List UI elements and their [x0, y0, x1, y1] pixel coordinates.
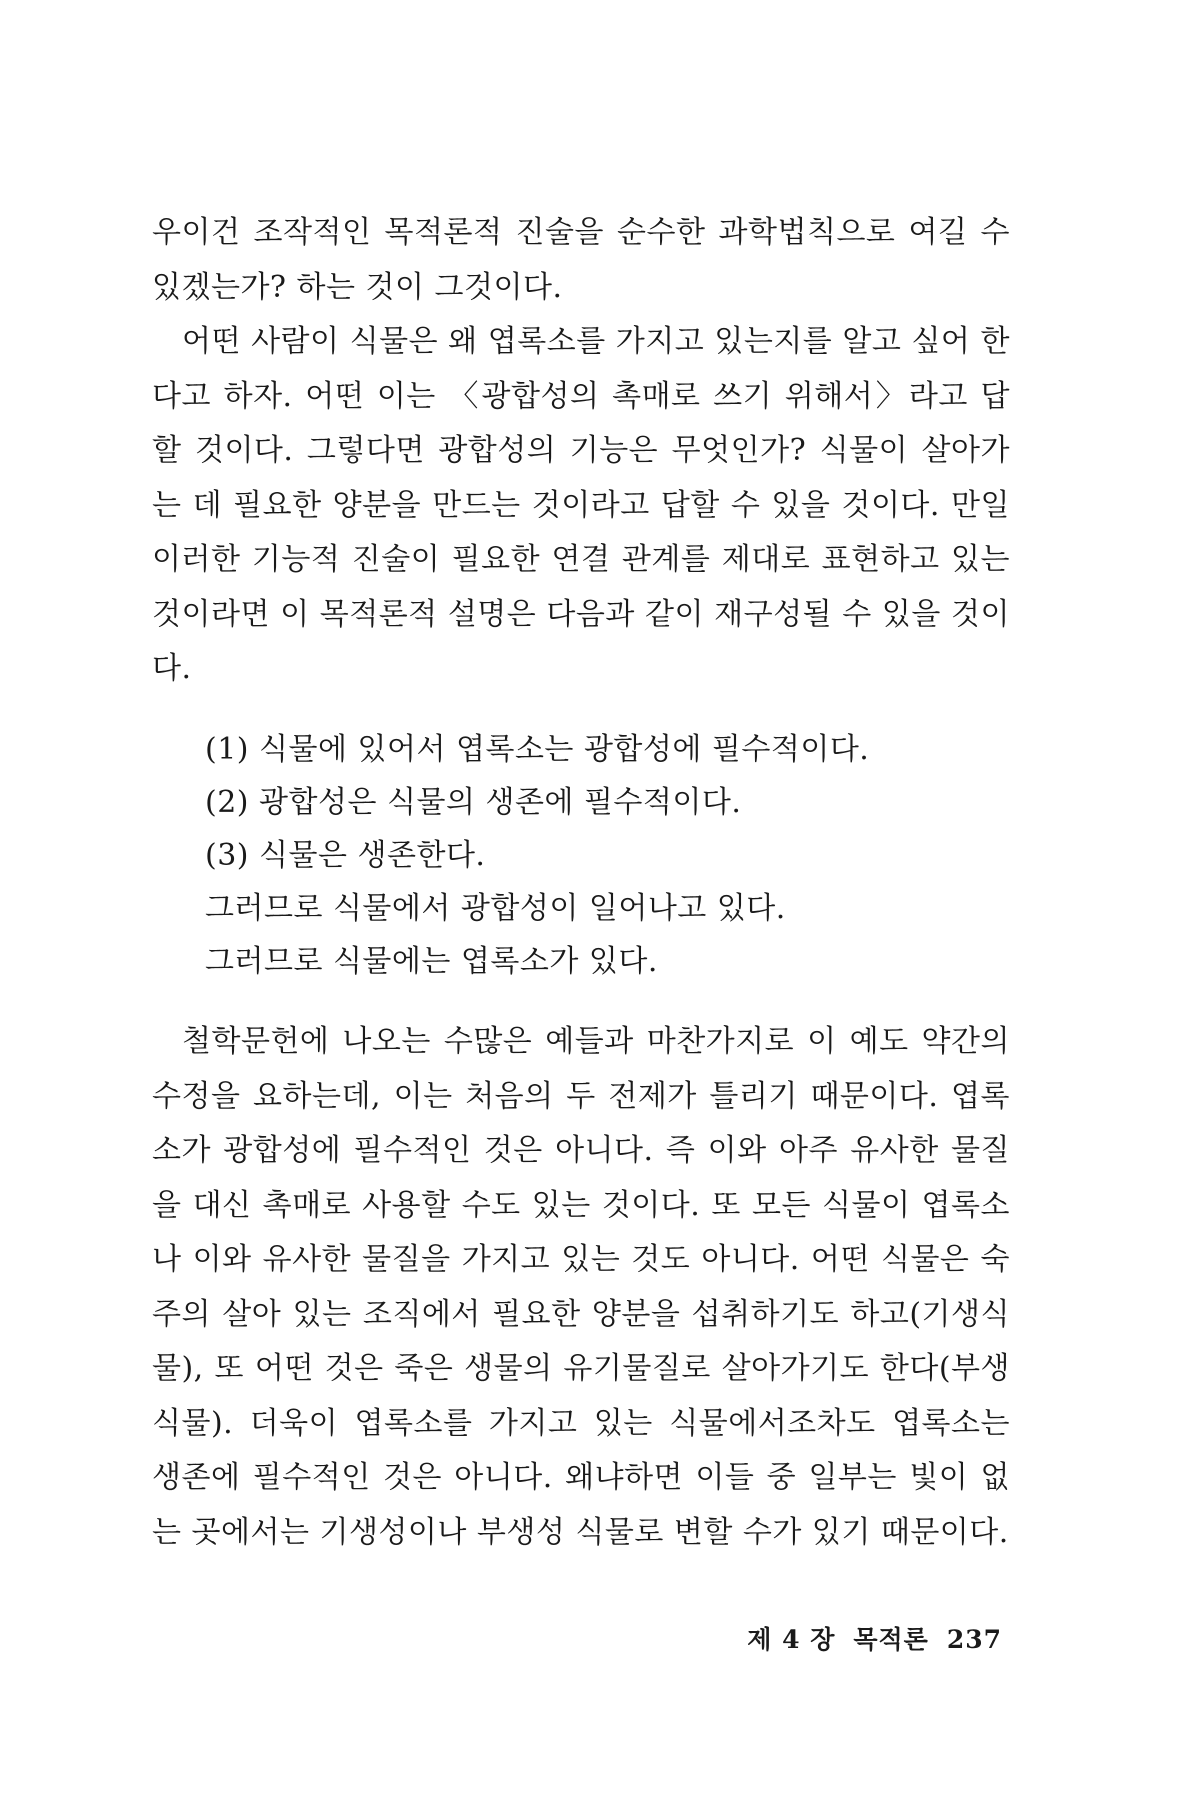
- paragraph-text: 철학문헌에 나오는 수많은 예들과 마찬가지로 이 예도 약간의 수정을 요하는데, 이는 처음의 두 전제가 틀리기 때문이다. 엽록소가 광합성에 필수적인 것은 아니다. 즉 이와 아주 유사한 물질을 대신 촉매로 사용할 수도 있는 것이다. 또 모든 식물이 엽록소나 이와 유사한 물질을 가지고 있는 것도 아니다. 어떤 식물은 숙주의 살아 있는 조직에서 필요한 양분을 섭취하기도 하고(기생식물), 또 어떤 것은 죽은 생물의 유기물질로 살아가기도 한다(부생식물). 더욱이 엽록소를 가지고 있는 식물에서조차도 엽록소는 생존에 필수적인 것은 아니다. 왜냐하면 이들 중 일부는 빛이 없는 곳에서는 기생성이나 부생성 식물로 변할 수가 있기 때문이다.: [152, 1024, 1010, 1550]
- chapter-label: 제 4 장: [747, 1625, 836, 1654]
- premise-1: (1) 식물에 있어서 엽록소는 광합성에 필수적이다.: [205, 732, 870, 767]
- final-conclusion: 그러므로 식물에는 엽록소가 있다.: [205, 944, 658, 979]
- page-number: 237: [946, 1625, 1002, 1654]
- argument-block: [205, 723, 1005, 988]
- running-footer: [747, 1620, 1002, 1656]
- paragraph-text: 우이건 조작적인 목적론적 진술을 순수한 과학법칙으로 여길 수 있겠는가? 하는 것이 그것이다.: [152, 215, 1010, 305]
- text-paragraph: [152, 1015, 1010, 1560]
- chapter-title: 목적론: [853, 1625, 929, 1654]
- intermediate-conclusion: 그러므로 식물에서 광합성이 일어나고 있다.: [205, 891, 786, 926]
- premise-3: (3) 식물은 생존한다.: [205, 838, 486, 873]
- paragraph-text: 어떤 사람이 식물은 왜 엽록소를 가지고 있는지를 알고 싶어 한다고 하자. 어떤 이는 〈광합성의 촉매로 쓰기 위해서〉라고 답할 것이다. 그렇다면 광합성의 기능은 무엇인가? 식물이 살아가는 데 필요한 양분을 만드는 것이라고 답할 수 있을 것이다. 만일 이러한 기능적 진술이 필요한 연결 관계를 제대로 표현하고 있는 것이라면 이 목적론적 설명은 다음과 같이 재구성될 수 있을 것이다.: [152, 324, 1010, 686]
- text-paragraph-continued: [152, 206, 1010, 315]
- premise-2: (2) 광합성은 식물의 생존에 필수적이다.: [205, 785, 742, 820]
- text-paragraph: [152, 315, 1010, 697]
